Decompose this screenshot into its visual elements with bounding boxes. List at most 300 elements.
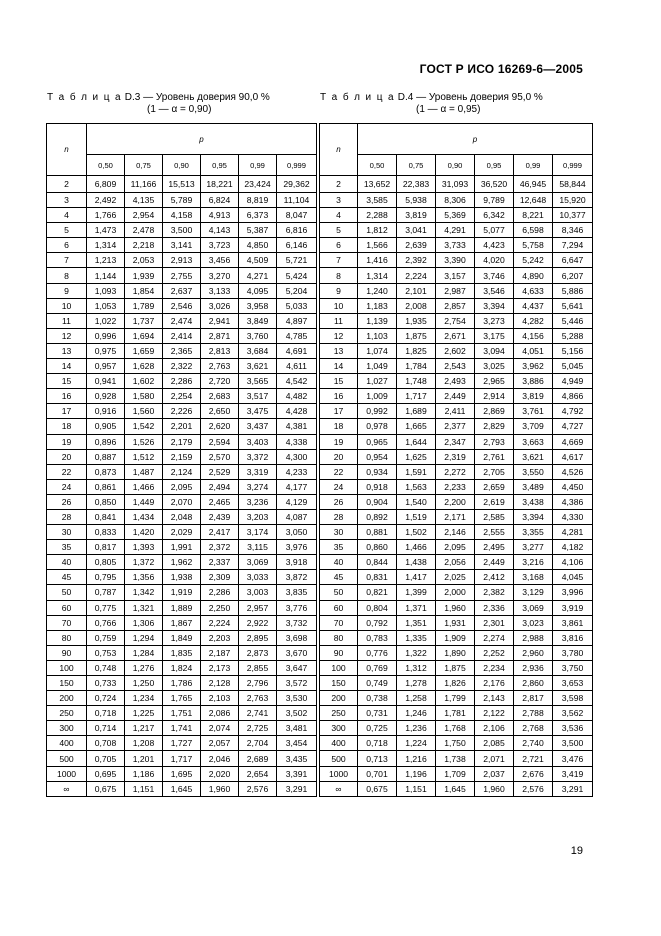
- value-cell: 8,221: [514, 208, 553, 223]
- p-value-header: 0,999: [277, 155, 317, 176]
- value-cell: 2,071: [475, 751, 514, 766]
- value-cell: 1,751: [163, 706, 201, 721]
- n-cell: 9: [320, 283, 358, 298]
- value-cell: 0,918: [358, 479, 397, 494]
- value-cell: 1,812: [358, 223, 397, 238]
- value-cell: 2,594: [201, 434, 239, 449]
- value-cell: 5,789: [163, 193, 201, 208]
- value-cell: 3,437: [239, 419, 277, 434]
- value-cell: 2,365: [163, 343, 201, 358]
- value-cell: 1,234: [125, 691, 163, 706]
- n-cell: 50: [47, 585, 87, 600]
- value-cell: 3,277: [514, 540, 553, 555]
- value-cell: 58,844: [553, 176, 593, 193]
- value-cell: 3,481: [277, 721, 317, 736]
- value-cell: 36,520: [475, 176, 514, 193]
- table-row: [320, 781, 593, 796]
- value-cell: 4,291: [436, 223, 475, 238]
- value-cell: 4,087: [277, 509, 317, 524]
- value-cell: 5,156: [553, 343, 593, 358]
- p-value-header: 0,90: [436, 155, 475, 176]
- value-cell: 2,676: [514, 766, 553, 781]
- value-cell: 0,783: [358, 630, 397, 645]
- value-cell: 6,342: [475, 208, 514, 223]
- n-cell: 9: [47, 283, 87, 298]
- value-cell: 4,669: [553, 434, 593, 449]
- value-cell: 22,383: [397, 176, 436, 193]
- n-cell: 6: [320, 238, 358, 253]
- table-row: [47, 389, 317, 404]
- value-cell: 4,727: [553, 419, 593, 434]
- value-cell: 1,027: [358, 374, 397, 389]
- value-cell: 1,201: [125, 751, 163, 766]
- n-cell: 100: [47, 660, 87, 675]
- value-cell: 2,322: [163, 359, 201, 374]
- value-cell: 2,029: [163, 525, 201, 540]
- value-cell: 1,009: [358, 389, 397, 404]
- value-cell: 2,000: [436, 585, 475, 600]
- value-cell: 3,274: [239, 479, 277, 494]
- table-row: [47, 585, 317, 600]
- n-cell: 18: [47, 419, 87, 434]
- value-cell: 3,819: [397, 208, 436, 223]
- n-cell: 400: [320, 736, 358, 751]
- table-row: [47, 359, 317, 374]
- value-cell: 3,732: [277, 615, 317, 630]
- table-row: [47, 268, 317, 283]
- value-cell: 1,890: [436, 645, 475, 660]
- table-row: [47, 691, 317, 706]
- table-row: [47, 419, 317, 434]
- value-cell: 1,737: [125, 313, 163, 328]
- value-cell: 4,785: [277, 328, 317, 343]
- table-row: [47, 615, 317, 630]
- value-cell: 2,869: [475, 404, 514, 419]
- table-number: D.3: [124, 92, 141, 103]
- table-row: [47, 404, 317, 419]
- value-cell: 0,776: [358, 645, 397, 660]
- value-cell: 3,391: [277, 766, 317, 781]
- value-cell: 1,284: [125, 645, 163, 660]
- value-cell: 1,768: [436, 721, 475, 736]
- value-cell: 4,177: [277, 479, 317, 494]
- value-cell: 2,414: [163, 328, 201, 343]
- value-cell: 2,478: [125, 223, 163, 238]
- value-cell: 5,045: [553, 359, 593, 374]
- value-cell: 1,372: [125, 555, 163, 570]
- value-cell: 0,861: [87, 479, 125, 494]
- table-row: [320, 298, 593, 313]
- n-cell: 80: [320, 630, 358, 645]
- value-cell: 2,570: [201, 449, 239, 464]
- value-cell: 4,135: [125, 193, 163, 208]
- value-cell: 3,776: [277, 600, 317, 615]
- value-cell: 4,617: [553, 449, 593, 464]
- value-cell: 4,482: [277, 389, 317, 404]
- value-cell: 3,562: [553, 706, 593, 721]
- value-cell: 2,417: [201, 525, 239, 540]
- value-cell: 2,336: [475, 600, 514, 615]
- value-cell: 2,761: [475, 449, 514, 464]
- value-cell: 1,278: [397, 676, 436, 691]
- value-cell: 1,566: [358, 238, 397, 253]
- value-cell: 0,725: [358, 721, 397, 736]
- value-cell: 2,020: [201, 766, 239, 781]
- table-body: [47, 176, 317, 797]
- value-cell: 2,725: [239, 721, 277, 736]
- value-cell: 1,825: [397, 343, 436, 358]
- value-cell: 0,934: [358, 464, 397, 479]
- n-cell: 400: [47, 736, 87, 751]
- table-row: [320, 721, 593, 736]
- n-cell: 6: [47, 238, 87, 253]
- n-cell: 8: [47, 268, 87, 283]
- n-cell: 18: [320, 419, 358, 434]
- value-cell: 3,168: [514, 570, 553, 585]
- value-cell: 3,530: [277, 691, 317, 706]
- value-cell: 2,377: [436, 419, 475, 434]
- value-cell: 1,826: [436, 676, 475, 691]
- value-cell: 2,412: [475, 570, 514, 585]
- value-cell: 2,095: [436, 540, 475, 555]
- value-cell: 2,543: [436, 359, 475, 374]
- n-column-header: n: [320, 124, 358, 176]
- value-cell: 3,025: [475, 359, 514, 374]
- value-cell: 23,424: [239, 176, 277, 193]
- value-cell: 6,373: [239, 208, 277, 223]
- value-cell: 0,775: [87, 600, 125, 615]
- n-cell: ∞: [47, 781, 87, 796]
- n-cell: 14: [47, 359, 87, 374]
- value-cell: 1,312: [397, 660, 436, 675]
- value-cell: 0,892: [358, 509, 397, 524]
- value-cell: 2,122: [475, 706, 514, 721]
- value-cell: 1,738: [436, 751, 475, 766]
- value-cell: 1,628: [125, 359, 163, 374]
- value-cell: 3,419: [553, 766, 593, 781]
- value-cell: 1,342: [125, 585, 163, 600]
- value-cell: 15,513: [163, 176, 201, 193]
- table-row: [320, 600, 593, 615]
- n-cell: 300: [47, 721, 87, 736]
- value-cell: 2,337: [201, 555, 239, 570]
- table-row: [47, 208, 317, 223]
- n-cell: 50: [320, 585, 358, 600]
- table-row: [47, 660, 317, 675]
- n-cell: 90: [47, 645, 87, 660]
- n-cell: 35: [47, 540, 87, 555]
- value-cell: 3,663: [514, 434, 553, 449]
- n-cell: 250: [47, 706, 87, 721]
- n-cell: 4: [320, 208, 358, 223]
- p-column-header: p: [358, 124, 593, 155]
- value-cell: 2,176: [475, 676, 514, 691]
- value-cell: 2,871: [201, 328, 239, 343]
- value-cell: 3,500: [553, 736, 593, 751]
- value-cell: 2,585: [475, 509, 514, 524]
- value-cell: 11,104: [277, 193, 317, 208]
- value-cell: 0,748: [87, 660, 125, 675]
- value-cell: 4,158: [163, 208, 201, 223]
- n-cell: 45: [47, 570, 87, 585]
- value-cell: 1,645: [436, 781, 475, 796]
- p-value-header: 0,75: [125, 155, 163, 176]
- table-row: [320, 419, 593, 434]
- p-values-row: [320, 155, 593, 176]
- value-cell: 1,393: [125, 540, 163, 555]
- value-cell: 4,106: [553, 555, 593, 570]
- value-cell: 1,399: [397, 585, 436, 600]
- value-cell: 3,835: [277, 585, 317, 600]
- value-cell: 0,928: [87, 389, 125, 404]
- value-cell: 2,286: [201, 585, 239, 600]
- value-cell: 3,653: [553, 676, 593, 691]
- value-cell: 4,691: [277, 343, 317, 358]
- value-cell: 1,540: [397, 494, 436, 509]
- value-cell: 4,095: [239, 283, 277, 298]
- value-cell: 3,026: [201, 298, 239, 313]
- value-cell: 2,796: [239, 676, 277, 691]
- value-cell: 1,434: [125, 509, 163, 524]
- value-cell: 3,684: [239, 343, 277, 358]
- p-values-row: [47, 155, 317, 176]
- value-cell: 2,654: [239, 766, 277, 781]
- table-d4-caption: [320, 92, 543, 116]
- value-cell: 4,338: [277, 434, 317, 449]
- value-cell: 2,740: [514, 736, 553, 751]
- value-cell: 1,960: [201, 781, 239, 796]
- value-cell: 4,897: [277, 313, 317, 328]
- n-cell: 200: [320, 691, 358, 706]
- value-cell: 3,819: [514, 389, 553, 404]
- value-cell: 2,987: [436, 283, 475, 298]
- value-cell: 2,203: [201, 630, 239, 645]
- value-cell: 0,733: [87, 676, 125, 691]
- n-cell: 13: [47, 343, 87, 358]
- value-cell: 2,576: [514, 781, 553, 796]
- n-cell: 150: [47, 676, 87, 691]
- table-row: [47, 721, 317, 736]
- n-cell: 24: [320, 479, 358, 494]
- n-cell: 40: [320, 555, 358, 570]
- value-cell: 3,996: [553, 585, 593, 600]
- value-cell: 8,306: [436, 193, 475, 208]
- value-cell: 1,919: [163, 585, 201, 600]
- value-cell: 0,996: [87, 328, 125, 343]
- value-cell: 1,526: [125, 434, 163, 449]
- value-cell: 1,875: [436, 660, 475, 675]
- value-cell: 2,286: [163, 374, 201, 389]
- value-cell: 4,143: [201, 223, 239, 238]
- value-cell: 1,709: [436, 766, 475, 781]
- n-cell: 40: [47, 555, 87, 570]
- value-cell: 1,875: [397, 328, 436, 343]
- value-cell: 3,456: [201, 253, 239, 268]
- value-cell: 3,115: [239, 540, 277, 555]
- value-cell: 2,224: [397, 268, 436, 283]
- value-cell: 2,274: [475, 630, 514, 645]
- value-cell: 3,750: [553, 660, 593, 675]
- value-cell: 2,171: [436, 509, 475, 524]
- value-cell: 2,411: [436, 404, 475, 419]
- value-cell: 1,144: [87, 268, 125, 283]
- value-cell: 1,591: [397, 464, 436, 479]
- value-cell: 2,936: [514, 660, 553, 675]
- value-cell: 3,069: [239, 555, 277, 570]
- table-subtitle: (1 — α = 0,95): [416, 104, 481, 115]
- value-cell: 4,233: [277, 464, 317, 479]
- value-cell: 1,645: [163, 781, 201, 796]
- table-row: [320, 223, 593, 238]
- value-cell: 2,382: [475, 585, 514, 600]
- value-cell: 3,517: [239, 389, 277, 404]
- value-cell: 2,659: [475, 479, 514, 494]
- value-cell: 1,835: [163, 645, 201, 660]
- value-cell: 1,750: [436, 736, 475, 751]
- value-cell: 4,437: [514, 298, 553, 313]
- value-cell: 2,857: [436, 298, 475, 313]
- value-cell: 1,867: [163, 615, 201, 630]
- value-cell: 2,143: [475, 691, 514, 706]
- value-cell: 4,792: [553, 404, 593, 419]
- value-cell: 2,704: [239, 736, 277, 751]
- n-cell: 28: [320, 509, 358, 524]
- value-cell: 12,648: [514, 193, 553, 208]
- value-cell: 3,216: [514, 555, 553, 570]
- value-cell: 0,978: [358, 419, 397, 434]
- value-cell: 1,909: [436, 630, 475, 645]
- value-cell: 1,022: [87, 313, 125, 328]
- n-cell: 500: [320, 751, 358, 766]
- value-cell: 1,717: [163, 751, 201, 766]
- n-cell: 15: [47, 374, 87, 389]
- value-cell: 0,805: [87, 555, 125, 570]
- table-row: [320, 736, 593, 751]
- n-cell: 19: [320, 434, 358, 449]
- table-row: [320, 630, 593, 645]
- value-cell: 0,675: [358, 781, 397, 796]
- value-cell: 3,919: [553, 600, 593, 615]
- value-cell: 2,529: [201, 464, 239, 479]
- value-cell: 5,446: [553, 313, 593, 328]
- table-row: [47, 374, 317, 389]
- value-cell: 6,647: [553, 253, 593, 268]
- value-cell: 3,094: [475, 343, 514, 358]
- value-cell: 0,957: [87, 359, 125, 374]
- value-cell: 1,560: [125, 404, 163, 419]
- value-cell: 5,721: [277, 253, 317, 268]
- value-cell: 0,766: [87, 615, 125, 630]
- table-row: [320, 479, 593, 494]
- value-cell: 1,416: [358, 253, 397, 268]
- value-cell: 3,435: [277, 751, 317, 766]
- value-cell: 2,793: [475, 434, 514, 449]
- value-cell: 0,749: [358, 676, 397, 691]
- value-cell: 1,216: [397, 751, 436, 766]
- value-cell: 3,033: [239, 570, 277, 585]
- value-cell: 2,619: [475, 494, 514, 509]
- value-cell: 1,321: [125, 600, 163, 615]
- p-value-header: 0,90: [163, 155, 201, 176]
- value-cell: 6,598: [514, 223, 553, 238]
- n-cell: 80: [47, 630, 87, 645]
- value-cell: 4,913: [201, 208, 239, 223]
- value-cell: 1,519: [397, 509, 436, 524]
- value-cell: 3,394: [475, 298, 514, 313]
- value-cell: 1,717: [397, 389, 436, 404]
- value-cell: 2,546: [163, 298, 201, 313]
- value-cell: 0,675: [87, 781, 125, 796]
- value-cell: 0,833: [87, 525, 125, 540]
- value-cell: 1,217: [125, 721, 163, 736]
- table-row: [47, 555, 317, 570]
- value-cell: 2,252: [475, 645, 514, 660]
- value-cell: 3,647: [277, 660, 317, 675]
- value-cell: 0,896: [87, 434, 125, 449]
- value-cell: 2,309: [201, 570, 239, 585]
- p-value-header: 0,99: [239, 155, 277, 176]
- value-cell: 4,129: [277, 494, 317, 509]
- value-cell: 2,037: [475, 766, 514, 781]
- table-row: [320, 570, 593, 585]
- table-row: [320, 359, 593, 374]
- value-cell: 0,881: [358, 525, 397, 540]
- value-cell: 2,492: [87, 193, 125, 208]
- value-cell: 3,550: [514, 464, 553, 479]
- table-row: [320, 313, 593, 328]
- value-cell: 1,741: [163, 721, 201, 736]
- n-cell: 16: [47, 389, 87, 404]
- value-cell: 18,221: [201, 176, 239, 193]
- value-cell: 4,526: [553, 464, 593, 479]
- value-cell: 2,763: [201, 359, 239, 374]
- value-cell: 3,670: [277, 645, 317, 660]
- table-row: [320, 208, 593, 223]
- value-cell: 4,850: [239, 238, 277, 253]
- n-cell: 500: [47, 751, 87, 766]
- value-cell: 0,795: [87, 570, 125, 585]
- table-row: [320, 193, 593, 208]
- p-value-header: 0,50: [358, 155, 397, 176]
- value-cell: 0,850: [87, 494, 125, 509]
- table-row: [47, 751, 317, 766]
- table-row: [47, 283, 317, 298]
- table-row: [320, 238, 593, 253]
- n-cell: 3: [47, 193, 87, 208]
- value-cell: 0,705: [87, 751, 125, 766]
- n-cell: 30: [47, 525, 87, 540]
- value-cell: 1,960: [475, 781, 514, 796]
- value-cell: 3,003: [239, 585, 277, 600]
- value-cell: 1,748: [397, 374, 436, 389]
- value-cell: 1,939: [125, 268, 163, 283]
- table-row: [47, 676, 317, 691]
- value-cell: 2,254: [163, 389, 201, 404]
- value-cell: 2,272: [436, 464, 475, 479]
- value-cell: 0,887: [87, 449, 125, 464]
- value-cell: 1,224: [397, 736, 436, 751]
- value-cell: 2,755: [163, 268, 201, 283]
- value-cell: 1,314: [358, 268, 397, 283]
- value-cell: 0,831: [358, 570, 397, 585]
- value-cell: 2,465: [201, 494, 239, 509]
- value-cell: 3,733: [436, 238, 475, 253]
- value-cell: 1,250: [125, 676, 163, 691]
- p-value-header: 0,50: [87, 155, 125, 176]
- value-cell: 6,207: [553, 268, 593, 283]
- p-value-header: 0,999: [553, 155, 593, 176]
- value-cell: 6,809: [87, 176, 125, 193]
